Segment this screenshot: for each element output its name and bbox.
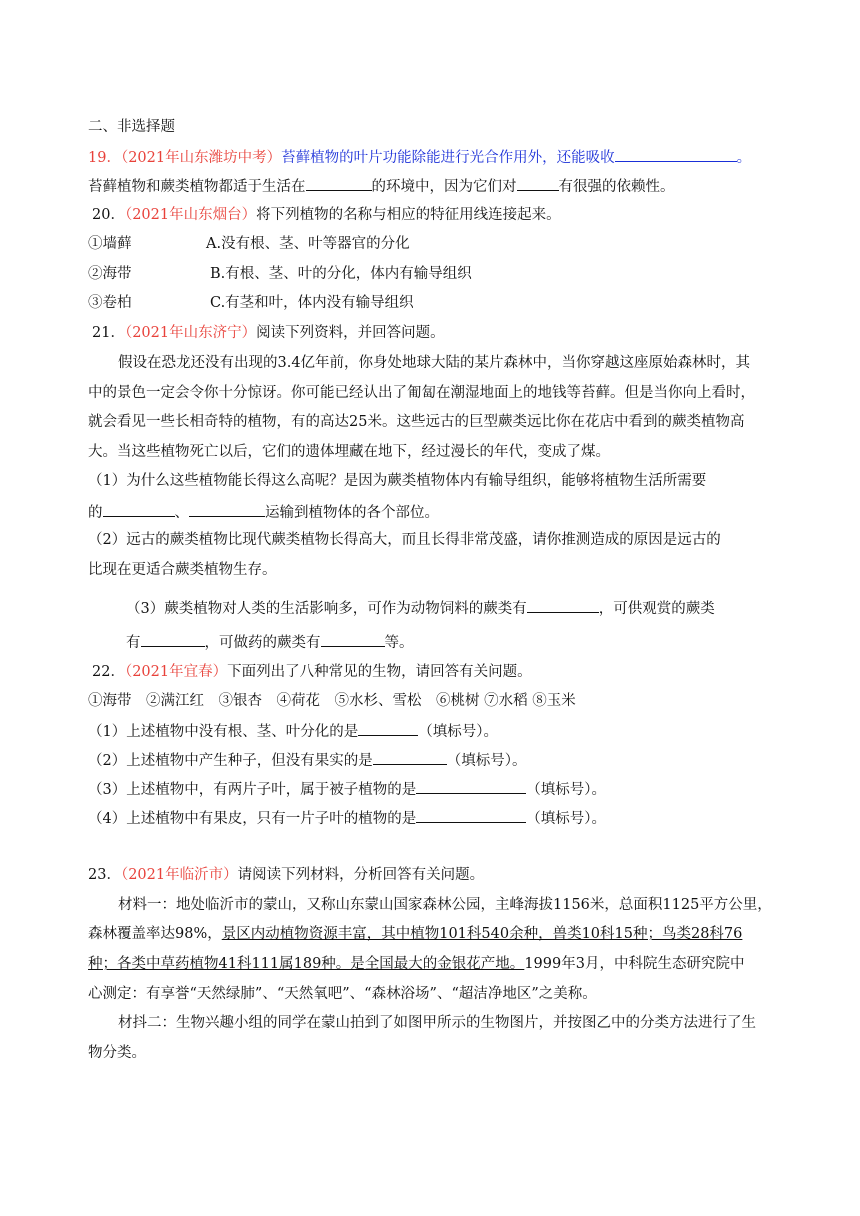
answer-blank[interactable] — [306, 174, 372, 191]
passage-line: 大。当这些植物死亡以后，它们的遗体埋藏在地下，经过漫长的年代，变成了煤。 — [88, 444, 610, 460]
sub-question-1: （1）为什么这些植物能长得这么高呢？是因为蕨类植物体内有输导组织，能够将植物生活所需要 — [88, 473, 707, 489]
sub-question-1: （1）上述植物中没有根、茎、叶分化的是 （填标号）。 — [88, 719, 498, 743]
material-1-line: 种；各类中草药植物41科111属189种。是全国最大的金银花产地。1999年3月，中科院生态研究院中 — [88, 956, 745, 972]
material-2-line: 物分类。 — [88, 1045, 146, 1061]
answer-blank[interactable] — [517, 174, 559, 191]
passage-line: 就会看见一些长相奇特的植物，有的高达25米。这些远古的巨型蕨类远比你在花店中看到的蕨类植物高 — [88, 414, 745, 430]
sub-question-2: （2）远古的蕨类植物比现代蕨类植物长得高大，而且长得非常茂盛，请你推测造成的原因是远古的 — [88, 532, 721, 548]
answer-blank[interactable] — [373, 748, 447, 765]
question-20-line: 20．（2021年山东烟台）将下列植物的名称与相应的特征用线连接起来。 — [92, 207, 561, 223]
organism-list: ①海带 ②满江红 ③银杏 ④荷花 ⑤水杉、雪松 ⑥桃树 ⑦水稻 ⑧玉米 — [88, 693, 576, 709]
material-1-line: 材料一：地处临沂市的蒙山，又称山东蒙山国家森林公园，主峰海拔1156米，总面积1125平方公里， — [118, 897, 772, 913]
material-1-line: 森林覆盖率达98%，景区内动植物资源丰富，其中植物101科540余种，兽类10科15种；鸟类28科76 — [88, 926, 743, 942]
sub-question-3-cont: 有 ，可做药的蕨类有 等。 — [126, 630, 414, 654]
question-22-line: 22．（2021年宜春）下面列出了八种常见的生物，请回答有关问题。 — [92, 664, 532, 680]
sub-question-2: （2）上述植物中产生种子，但没有果实的是 （填标号）。 — [88, 748, 526, 772]
question-source: （2021年山东潍坊中考） — [120, 150, 282, 166]
sub-question-1-cont: 的 、 运输到植物体的各个部位。 — [88, 500, 439, 524]
sub-question-3: （3）蕨类植物对人类的生活影响多，可作为动物饲料的蕨类有 ，可供观赏的蕨类 — [126, 596, 715, 620]
question-19-line-2: 苔藓植物和蕨类植物都适于生活在 的环境中，因为它们对 有很强的依赖性。 — [88, 174, 675, 198]
answer-blank[interactable] — [358, 719, 418, 736]
material-1-line: 心测定：有享誉“天然绿肺”、“天然氧吧”、“森林浴场”、“超洁净地区”之美称。 — [88, 986, 597, 1002]
passage-line: 中的景色一定会令你十分惊讶。你可能已经认出了匍匐在潮湿地面上的地钱等苔藓。但是当你向上看时， — [88, 385, 755, 401]
question-21-line: 21．（2021年山东济宁）阅读下列资料，并回答问题。 — [92, 325, 445, 341]
match-row-2: ②海带 B.有根、茎、叶的分化，体内有输导组织 — [88, 266, 472, 282]
passage-line: 假设在恐龙还没有出现的3.4亿年前，你身处地球大陆的某片森林中，当你穿越这座原始森林时，其 — [118, 355, 751, 371]
answer-blank[interactable] — [416, 806, 526, 823]
question-19-line-1: 19．（2021年山东潍坊中考）苔藓植物的叶片功能除能进行光合作用外，还能吸收 。 — [88, 145, 751, 169]
sub-question-4: （4）上述植物中有果皮，只有一片子叶的植物的是 （填标号）。 — [88, 806, 606, 830]
question-text: 苔藓植物的叶片功能除能进行光合作用外，还能吸收 — [281, 150, 615, 166]
answer-blank[interactable] — [189, 500, 265, 517]
question-number: 19． — [88, 150, 121, 166]
answer-blank[interactable] — [321, 630, 385, 647]
material-2-line: 材抖二：生物兴趣小组的同学在蒙山拍到了如图甲所示的生物图片，并按图乙中的分类方法进行了生 — [118, 1015, 756, 1031]
match-row-1: ①墙藓 A.没有根、茎、叶等器官的分化 — [88, 236, 410, 252]
question-23-line: 23．（2021年临沂市）请阅读下列材料，分析回答有关问题。 — [88, 867, 485, 883]
match-row-3: ③卷柏 C.有茎和叶，体内没有输导组织 — [88, 295, 414, 311]
answer-blank[interactable] — [416, 777, 526, 794]
sub-question-2-cont: 比现在更适合蕨类植物生存。 — [88, 562, 277, 578]
answer-blank[interactable] — [615, 145, 737, 162]
section-title: 二、非选择题 — [88, 119, 175, 135]
answer-blank[interactable] — [527, 596, 599, 613]
answer-blank[interactable] — [103, 500, 175, 517]
answer-blank[interactable] — [141, 630, 205, 647]
sub-question-3: （3）上述植物中，有两片子叶，属于被子植物的是 （填标号）。 — [88, 777, 606, 801]
